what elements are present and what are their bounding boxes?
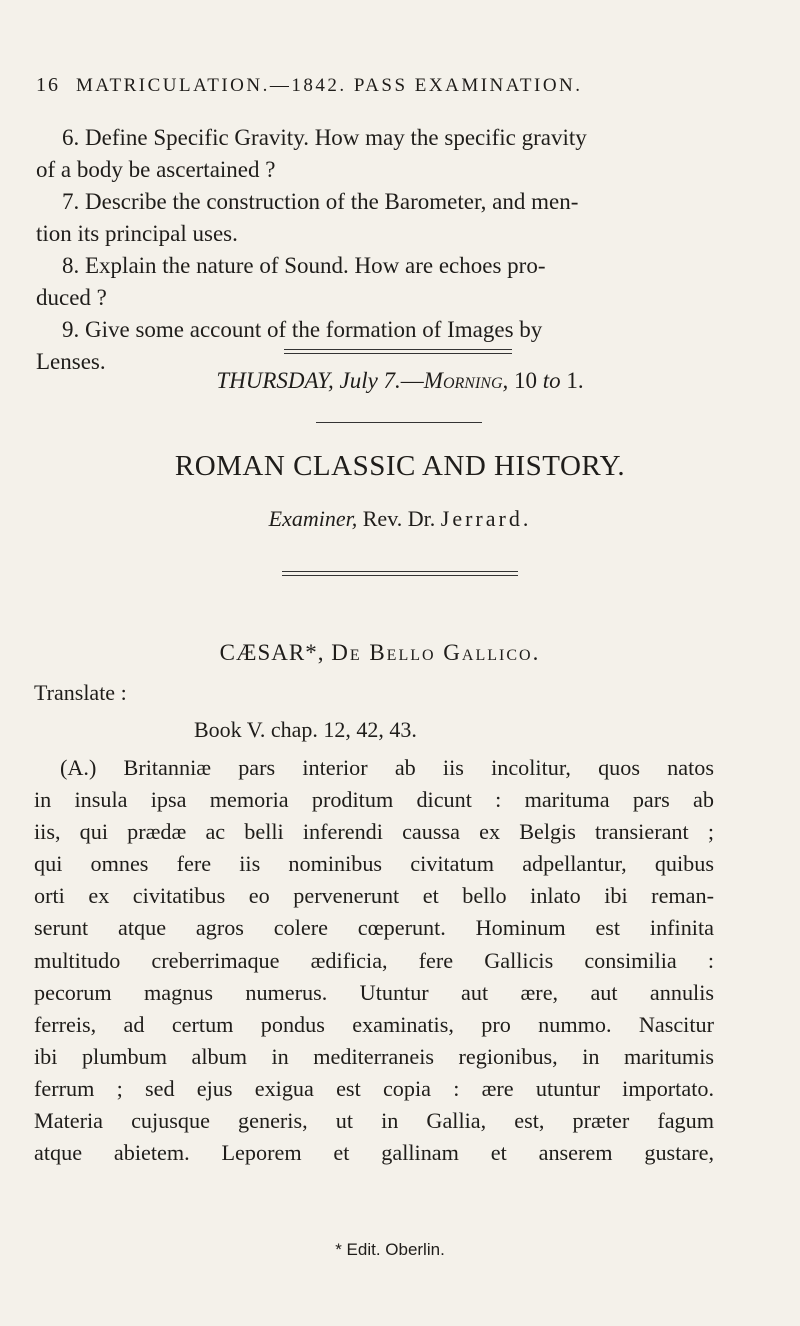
question-8 [36,250,712,314]
page-number: 16 [36,74,60,96]
author-name: CÆSAR*, [219,640,325,665]
examiner-label: Examiner, [268,506,358,531]
passage-line: orti ex civitatibus eo pervenerunt et bello inlato ibi reman- [34,883,714,909]
session-heading [0,368,800,394]
passage-line: qui omnes fere iis nominibus civitatum adpellantur, quibus [34,851,714,877]
passage-line: ferreis, ad certum pondus examinatis, pro nummo. Nascitur [34,1011,714,1037]
examiner-prefix: Rev. Dr. [362,506,436,531]
passage-line: ferrum ; sed ejus exigua est copia : ære utuntur importato. [34,1075,714,1101]
author-heading [0,640,760,666]
question-text-line2: tion its principal uses. [36,221,238,246]
question-number: 6. [62,125,80,150]
divider-rule [284,349,512,350]
question-number: 7. [62,189,80,214]
divider-rule [282,575,518,576]
reference: Book V. chap. 12, 42, 43. [194,717,417,742]
question-text-line1: Describe the construction of the Barometer, and men- [85,189,579,214]
question-text-line1: Define Specific Gravity. How may the specific gravity [85,125,587,150]
latin-passage [34,752,714,1169]
passage-line: pecorum magnus numerus. Utuntur aut ære, aut annulis [34,979,714,1005]
session-period: Morning, [423,368,509,393]
work-title: De Bello Gallico. [331,640,541,665]
passage-line: atque abietem. Leporem et gallinam et anserem gustare, [34,1140,714,1166]
question-text-line2: Lenses. [36,349,106,374]
passage-line: Materia cujusque generis, ut in Gallia, est, præter fagum [34,1108,714,1134]
session-time-to: 1. [566,368,584,393]
question-number: 9. [62,317,80,342]
question-7 [36,186,712,250]
passage-line: iis, qui prædæ ac belli inferendi caussa ex Belgis transierant ; [34,819,714,845]
divider-rule [284,353,512,354]
session-day: THURSDAY, [216,368,334,393]
question-text-line1: Give some account of the formation of Images by [85,317,543,342]
passage-line: multitudo creberrimaque ædificia, fere Gallicis consimilia : [34,947,714,973]
session-date: July 7. [339,368,401,393]
question-text-line1: Explain the nature of Sound. How are echoes pro- [85,253,546,278]
passage-line: ibi plumbum album in mediterraneis regionibus, in maritumis [34,1043,714,1069]
question-6 [36,122,712,186]
passage-line: (A.) Britanniæ pars interior ab iis incolitur, quos natos [60,755,714,780]
divider-rule [282,571,518,572]
session-to: to [542,368,561,393]
footnote: * Edit. Oberlin. [335,1240,445,1259]
question-text-line2: of a body be ascertained ? [36,157,276,182]
passage-line: in insula ipsa memoria proditum dicunt : marituma pars ab [34,787,714,813]
question-text-line2: duced ? [36,285,107,310]
examiner-name: Jerrard. [440,506,532,531]
divider-rule [316,422,482,423]
running-head [36,74,583,97]
question-number: 8. [62,253,80,278]
instruction: Translate : [34,680,127,705]
session-time-from: 10 [514,368,538,393]
passage-line: serunt atque agros colere cœperunt. Hominum est infinita [34,915,714,941]
subject-title: ROMAN CLASSIC AND HISTORY. [174,450,626,482]
running-title: MATRICULATION.—1842. PASS EXAMINATION. [76,75,583,96]
session-dash: — [400,368,424,393]
examiner-line [0,506,800,532]
